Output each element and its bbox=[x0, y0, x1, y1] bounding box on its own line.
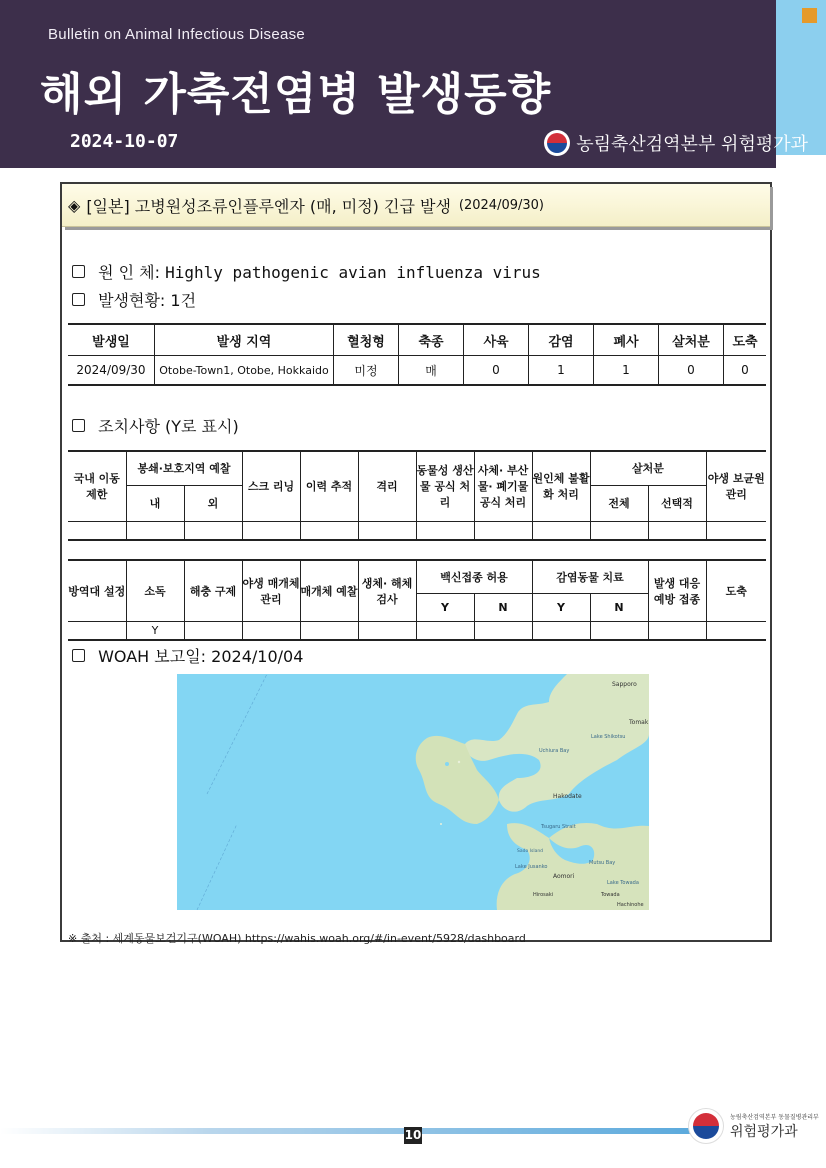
table-cell: 1 bbox=[529, 356, 594, 386]
col-header: 해충 구제 bbox=[184, 560, 242, 622]
source-note: ※ 출처 : 세계동물보건기구(WOAH) https://wahis.woah.org/#/in-event/5928/dashboard bbox=[68, 932, 526, 945]
checkbox-icon bbox=[72, 265, 85, 278]
table-cell bbox=[648, 622, 706, 641]
table-cell bbox=[474, 622, 532, 641]
table-row bbox=[68, 521, 766, 540]
col-header: 감염동물 치료 bbox=[532, 560, 648, 594]
table-cell bbox=[358, 622, 416, 641]
status-value: 1건 bbox=[170, 291, 197, 310]
col-header: 도축 bbox=[706, 560, 766, 622]
measures-header-row-2 bbox=[68, 560, 766, 594]
table-cell: 1 bbox=[594, 356, 659, 386]
table-cell bbox=[474, 521, 532, 540]
measures-header-row bbox=[68, 451, 766, 485]
status-label: 발생현황: bbox=[98, 291, 166, 310]
checkbox-icon bbox=[72, 419, 85, 432]
col-header: 폐사 bbox=[594, 324, 659, 356]
map-label: Aomori bbox=[553, 873, 575, 880]
page-title: 해외 가축전염병 발생동향 bbox=[40, 69, 552, 120]
col-header: 사육 bbox=[464, 324, 529, 356]
col-header: Y bbox=[416, 594, 474, 622]
taegeuk-icon bbox=[544, 130, 570, 156]
col-header: 내 bbox=[126, 485, 184, 521]
col-header: 봉쇄·보호지역 예찰 bbox=[126, 451, 242, 485]
table-cell bbox=[532, 622, 590, 641]
table-cell: Y bbox=[126, 622, 184, 641]
col-header: 야생 매개체 관리 bbox=[242, 560, 300, 622]
col-header: 전체 bbox=[590, 485, 648, 521]
map-label: Tomak bbox=[629, 719, 649, 726]
col-header: Y bbox=[532, 594, 590, 622]
map-label: Sapporo bbox=[612, 681, 637, 688]
table-cell bbox=[648, 521, 706, 540]
col-header: 도축 bbox=[724, 324, 767, 356]
report-title: [일본] 고병원성조류인플루엔자 (매, 미정) 긴급 발생 bbox=[86, 196, 451, 216]
table-cell bbox=[126, 521, 184, 540]
page-number: 10 bbox=[404, 1128, 422, 1142]
pathogen-label: 원 인 체: bbox=[98, 263, 161, 282]
woah-label: WOAH 보고일: bbox=[98, 647, 207, 666]
col-header: 백신접종 허용 bbox=[416, 560, 532, 594]
col-header: 사체· 부산물· 폐기물 공식 처리 bbox=[474, 451, 532, 521]
table-cell bbox=[706, 622, 766, 641]
bulletin-subtitle: Bulletin on Animal Infectious Disease bbox=[48, 26, 306, 43]
col-header: 발생일 bbox=[68, 324, 155, 356]
table-cell: Otobe-Town1, Otobe, Hokkaido bbox=[155, 356, 334, 386]
map-label: Lake Shikotsu bbox=[591, 734, 626, 740]
table-cell: 미정 bbox=[334, 356, 399, 386]
col-header: 살처분 bbox=[590, 451, 706, 485]
col-header: 발생 지역 bbox=[155, 324, 334, 356]
map-label: Mutsu Bay bbox=[589, 860, 616, 866]
table-cell bbox=[68, 622, 126, 641]
table-cell bbox=[532, 521, 590, 540]
occurrence-table bbox=[68, 323, 766, 386]
col-header: 선택적 bbox=[648, 485, 706, 521]
measures-table bbox=[68, 450, 766, 641]
col-header: 소독 bbox=[126, 560, 184, 622]
header-accent-square bbox=[802, 8, 817, 23]
col-header: 국내 이동 제한 bbox=[68, 451, 126, 521]
publish-date: 2024-10-07 bbox=[70, 131, 179, 152]
table-cell bbox=[706, 521, 766, 540]
col-header: 매개체 예찰 bbox=[300, 560, 358, 622]
table-cell: 0 bbox=[724, 356, 767, 386]
col-header: 이력 추적 bbox=[300, 451, 358, 521]
footer-org-big: 위험평가과 bbox=[730, 1123, 798, 1140]
measures-label: 조치사항 (Y로 표시) bbox=[98, 417, 239, 436]
table-cell: 2024/09/30 bbox=[68, 356, 155, 386]
woah-line bbox=[72, 644, 303, 667]
table-cell bbox=[242, 622, 300, 641]
col-header: 축종 bbox=[399, 324, 464, 356]
col-header: 원인체 불활화 처리 bbox=[532, 451, 590, 521]
pathogen-value: Highly pathogenic avian influenza virus bbox=[165, 263, 541, 282]
col-header: 외 bbox=[184, 485, 242, 521]
map-label: Hakodate bbox=[553, 793, 582, 800]
table-cell bbox=[300, 622, 358, 641]
col-header: 격리 bbox=[358, 451, 416, 521]
table-cell bbox=[300, 521, 358, 540]
map-label: Tsugaru Strait bbox=[541, 824, 576, 830]
table-row bbox=[68, 356, 766, 386]
table-cell bbox=[184, 521, 242, 540]
table-cell bbox=[358, 521, 416, 540]
diamond-icon: ◈ bbox=[68, 195, 81, 215]
table-row bbox=[68, 622, 766, 641]
col-header: 생체· 해체 검사 bbox=[358, 560, 416, 622]
checkbox-icon bbox=[72, 293, 85, 306]
org-logo bbox=[544, 130, 808, 156]
table-cell: 0 bbox=[659, 356, 724, 386]
col-header: N bbox=[474, 594, 532, 622]
col-header: 발생 대응 예방 접종 bbox=[648, 560, 706, 622]
footer-bar bbox=[0, 1128, 700, 1134]
status-line bbox=[72, 288, 196, 311]
col-header: 스크 리닝 bbox=[242, 451, 300, 521]
col-header: 방역대 설정 bbox=[68, 560, 126, 622]
table-cell bbox=[590, 521, 648, 540]
org-name: 농림축산검역본부 위험평가과 bbox=[576, 134, 808, 155]
map-label: Sado Island bbox=[517, 849, 544, 854]
map-label: Hachinohe bbox=[617, 902, 644, 908]
report-frame bbox=[60, 182, 772, 945]
footer-org-small: 농림축산검역본부 동물질병관리부 bbox=[730, 1113, 819, 1121]
col-header: 살처분 bbox=[659, 324, 724, 356]
map-label: Uchiura Bay bbox=[539, 748, 570, 754]
table-cell bbox=[416, 521, 474, 540]
measures-line bbox=[72, 414, 239, 437]
occurrence-header-row bbox=[68, 324, 766, 356]
taegeuk-icon bbox=[688, 1108, 724, 1144]
col-header: 동물성 생산물 공식 처리 bbox=[416, 451, 474, 521]
table-cell bbox=[416, 622, 474, 641]
col-header: 야생 보균원 관리 bbox=[706, 451, 766, 521]
checkbox-icon bbox=[72, 649, 85, 662]
map-label: Hirosaki bbox=[533, 892, 554, 898]
col-header: N bbox=[590, 594, 648, 622]
table-cell: 0 bbox=[464, 356, 529, 386]
table-cell bbox=[184, 622, 242, 641]
outbreak-map bbox=[177, 674, 649, 910]
map-label: Lake Jusanko bbox=[515, 864, 548, 870]
col-header: 감염 bbox=[529, 324, 594, 356]
table-cell bbox=[68, 521, 126, 540]
pathogen-line bbox=[72, 260, 541, 283]
table-cell bbox=[242, 521, 300, 540]
footer-logo bbox=[688, 1108, 819, 1144]
woah-date: 2024/10/04 bbox=[211, 647, 304, 666]
table-cell: 매 bbox=[399, 356, 464, 386]
col-header: 혈청형 bbox=[334, 324, 399, 356]
map-label: Towada bbox=[601, 892, 620, 898]
map-svg bbox=[177, 674, 649, 910]
map-label: Lake Towada bbox=[607, 880, 639, 886]
report-date: (2024/09/30) bbox=[458, 197, 544, 213]
table-cell bbox=[590, 622, 648, 641]
report-title-bar bbox=[62, 184, 770, 227]
